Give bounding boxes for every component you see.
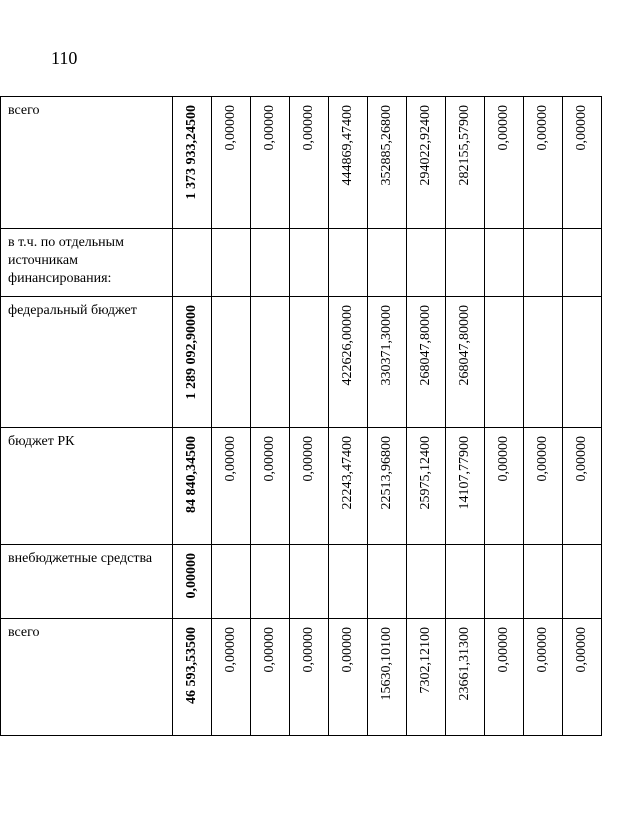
value-cell [407, 428, 446, 545]
value-cell [446, 619, 485, 736]
value-cell [407, 545, 446, 619]
value-cell [485, 545, 524, 619]
value-cell [212, 229, 251, 297]
total-cell [173, 545, 212, 619]
total-cell [173, 297, 212, 428]
table-row [1, 297, 602, 428]
budget-table-body [1, 97, 602, 736]
budget-table [0, 96, 602, 736]
cell-value: 0,00000 [301, 627, 316, 673]
value-cell [563, 229, 602, 297]
cell-value: 0,00000 [301, 436, 316, 482]
value-cell [407, 297, 446, 428]
cell-value: 0,00000 [340, 627, 355, 673]
value-cell [563, 297, 602, 428]
cell-value: 0,00000 [496, 627, 511, 673]
value-cell [212, 297, 251, 428]
value-cell [563, 97, 602, 229]
cell-value: 0,00000 [223, 105, 238, 151]
value-cell [290, 97, 329, 229]
value-cell [485, 619, 524, 736]
row-label: бюджет РК [8, 434, 75, 449]
value-cell [290, 545, 329, 619]
table-row [1, 229, 602, 297]
cell-value: 0,00000 [223, 627, 238, 673]
cell-value: 282155,57900 [457, 105, 472, 186]
value-cell [485, 97, 524, 229]
cell-value: 268047,80000 [457, 305, 472, 386]
value-cell [251, 619, 290, 736]
value-cell [446, 297, 485, 428]
value-cell [446, 428, 485, 545]
value-cell [251, 545, 290, 619]
row-label: федеральный бюджет [8, 303, 137, 318]
cell-value: 268047,80000 [418, 305, 433, 386]
value-cell [485, 428, 524, 545]
value-cell [524, 619, 563, 736]
value-cell [563, 619, 602, 736]
value-cell [563, 428, 602, 545]
total-value: 84 840,34500 [184, 436, 199, 513]
value-cell [524, 297, 563, 428]
cell-value: 0,00000 [535, 436, 550, 482]
total-cell [173, 428, 212, 545]
row-label-cell [1, 297, 173, 428]
value-cell [212, 619, 251, 736]
cell-value: 0,00000 [223, 436, 238, 482]
cell-value: 352885,26800 [379, 105, 394, 186]
row-label: внебюджетные средства [8, 551, 153, 566]
value-cell [368, 428, 407, 545]
cell-value: 0,00000 [301, 105, 316, 151]
cell-value: 294022,92400 [418, 105, 433, 186]
value-cell [329, 428, 368, 545]
value-cell [368, 229, 407, 297]
table-row [1, 97, 602, 229]
row-label-cell [1, 619, 173, 736]
total-cell [173, 97, 212, 229]
cell-value: 25975,12400 [418, 436, 433, 510]
value-cell [251, 297, 290, 428]
total-cell [173, 229, 212, 297]
total-cell [173, 619, 212, 736]
value-cell [290, 428, 329, 545]
row-label-cell [1, 428, 173, 545]
value-cell [329, 229, 368, 297]
value-cell [368, 97, 407, 229]
table-row [1, 428, 602, 545]
cell-value: 0,00000 [574, 105, 589, 151]
table-row [1, 619, 602, 736]
value-cell [368, 545, 407, 619]
value-cell [251, 97, 290, 229]
value-cell [329, 97, 368, 229]
cell-value: 0,00000 [574, 627, 589, 673]
value-cell [329, 619, 368, 736]
total-value: 46 593,53500 [184, 627, 199, 704]
cell-value: 0,00000 [262, 627, 277, 673]
value-cell [368, 297, 407, 428]
row-label: всего [8, 625, 40, 640]
cell-value: 0,00000 [262, 436, 277, 482]
value-cell [485, 229, 524, 297]
cell-value: 330371,30000 [379, 305, 394, 386]
value-cell [524, 97, 563, 229]
total-value: 1 373 933,24500 [184, 105, 199, 200]
value-cell [368, 619, 407, 736]
value-cell [290, 619, 329, 736]
cell-value: 0,00000 [535, 105, 550, 151]
cell-value: 15630,10100 [379, 627, 394, 701]
value-cell [329, 297, 368, 428]
value-cell [407, 619, 446, 736]
cell-value: 422626,00000 [340, 305, 355, 386]
page-number: 110 [51, 48, 78, 68]
value-cell [212, 545, 251, 619]
value-cell [329, 545, 368, 619]
cell-value: 444869,47400 [340, 105, 355, 186]
cell-value: 0,00000 [574, 436, 589, 482]
cell-value: 0,00000 [262, 105, 277, 151]
cell-value: 23661,31300 [457, 627, 472, 701]
cell-value: 0,00000 [496, 105, 511, 151]
value-cell [524, 428, 563, 545]
cell-value: 7302,12100 [418, 627, 433, 694]
cell-value: 0,00000 [535, 627, 550, 673]
value-cell [290, 229, 329, 297]
cell-value: 22513,96800 [379, 436, 394, 510]
value-cell [290, 297, 329, 428]
value-cell [212, 428, 251, 545]
value-cell [251, 229, 290, 297]
value-cell [485, 297, 524, 428]
value-cell [524, 545, 563, 619]
value-cell [524, 229, 563, 297]
value-cell [212, 97, 251, 229]
value-cell [407, 229, 446, 297]
value-cell [251, 428, 290, 545]
total-value: 1 289 092,90000 [184, 305, 199, 400]
row-label-cell [1, 229, 173, 297]
cell-value: 22243,47400 [340, 436, 355, 510]
row-label: всего [8, 103, 40, 118]
row-label-cell [1, 97, 173, 229]
row-label: в т.ч. по отдельным источникам финансирования: [8, 235, 124, 286]
value-cell [446, 229, 485, 297]
value-cell [407, 97, 446, 229]
cell-value: 14107,77900 [457, 436, 472, 510]
total-value: 0,00000 [184, 553, 199, 599]
value-cell [446, 545, 485, 619]
value-cell [563, 545, 602, 619]
value-cell [446, 97, 485, 229]
table-row [1, 545, 602, 619]
row-label-cell [1, 545, 173, 619]
cell-value: 0,00000 [496, 436, 511, 482]
